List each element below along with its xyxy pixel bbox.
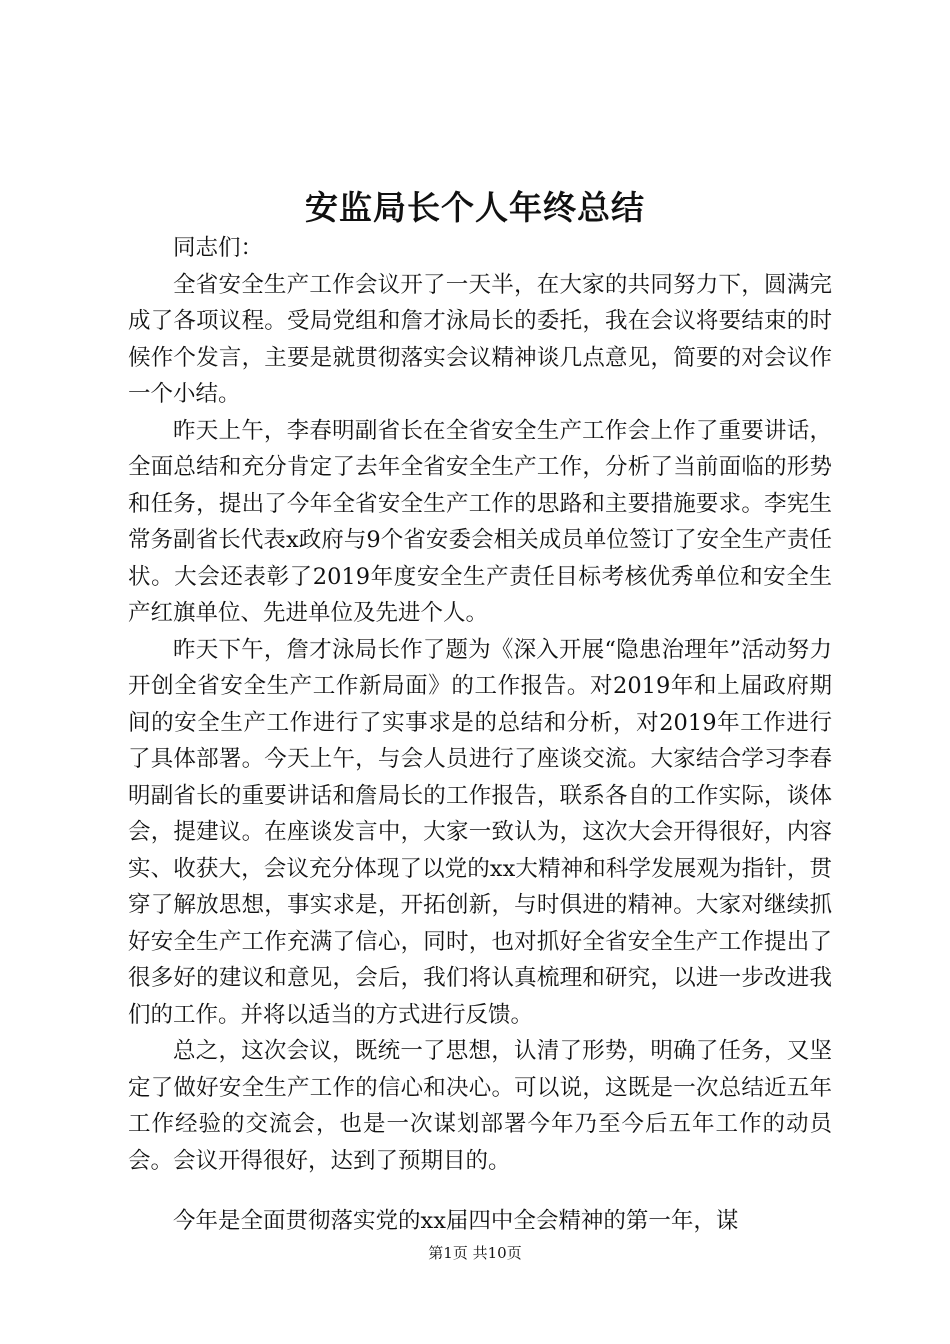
document-body (128, 230, 832, 1240)
paragraph-4: 总之，这次会议，既统一了思想，认清了形势，明确了任务，又坚定了做好安全生产工作的信心和决心。可以说，这既是一次总结近五年工作经验的交流会，也是一次谋划部署今年乃至今后五年工作的动员会。会议开得很好，达到了预期目的。 (128, 1038, 832, 1174)
page-footer: 第1页 共10页 (428, 1244, 522, 1262)
salutation: 同志们： (173, 235, 264, 261)
paragraph-5: 今年是全面贯彻落实党的xx届四中全会精神的第一年，谋 (173, 1208, 739, 1234)
paragraph-2: 昨天上午，李春明副省长在全省安全生产工作会上作了重要讲话，全面总结和充分肯定了去年全省安全生产工作，分析了当前面临的形势和任务，提出了今年全省安全生产工作的思路和主要措施要求。李宪生常务副省长代表x政府与9个省安委会相关成员单位签订了安全生产责任状。大会还表彰了2019年度安全生产责任目标考核优秀单位和安全生产红旗单位、先进单位及先进个人。 (128, 417, 832, 626)
paragraph-1: 全省安全生产工作会议开了一天半，在大家的共同努力下，圆满完成了各项议程。受局党组和詹才泳局长的委托，我在会议将要结束的时候作个发言，主要是就贯彻落实会议精神谈几点意见，简要的对会议作一个小结。 (128, 271, 832, 407)
document-title: 安监局长个人年终总结 (305, 188, 645, 227)
paragraph-3: 昨天下午，詹才泳局长作了题为《深入开展“隐患治理年”活动努力开创全省安全生产工作新局面》的工作报告。对2019年和上届政府期间的安全生产工作进行了实事求是的总结和分析，对2019年工作进行了具体部署。今天上午，与会人员进行了座谈交流。大家结合学习李春明副省长的重要讲话和詹局长的工作报告，联系各自的工作实际，谈体会，提建议。在座谈发言中，大家一致认为，这次大会开得很好，内容实、收获大，会议充分体现了以党的xx大精神和科学发展观为指针，贯穿了解放思想，事实求是，开拓创新，与时俱进的精神。大家对继续抓好安全生产工作充满了信心，同时，也对抓好全省安全生产工作提出了很多好的建议和意见，会后，我们将认真梳理和研究，以进一步改进我们的工作。并将以适当的方式进行反馈。 (128, 636, 832, 1028)
